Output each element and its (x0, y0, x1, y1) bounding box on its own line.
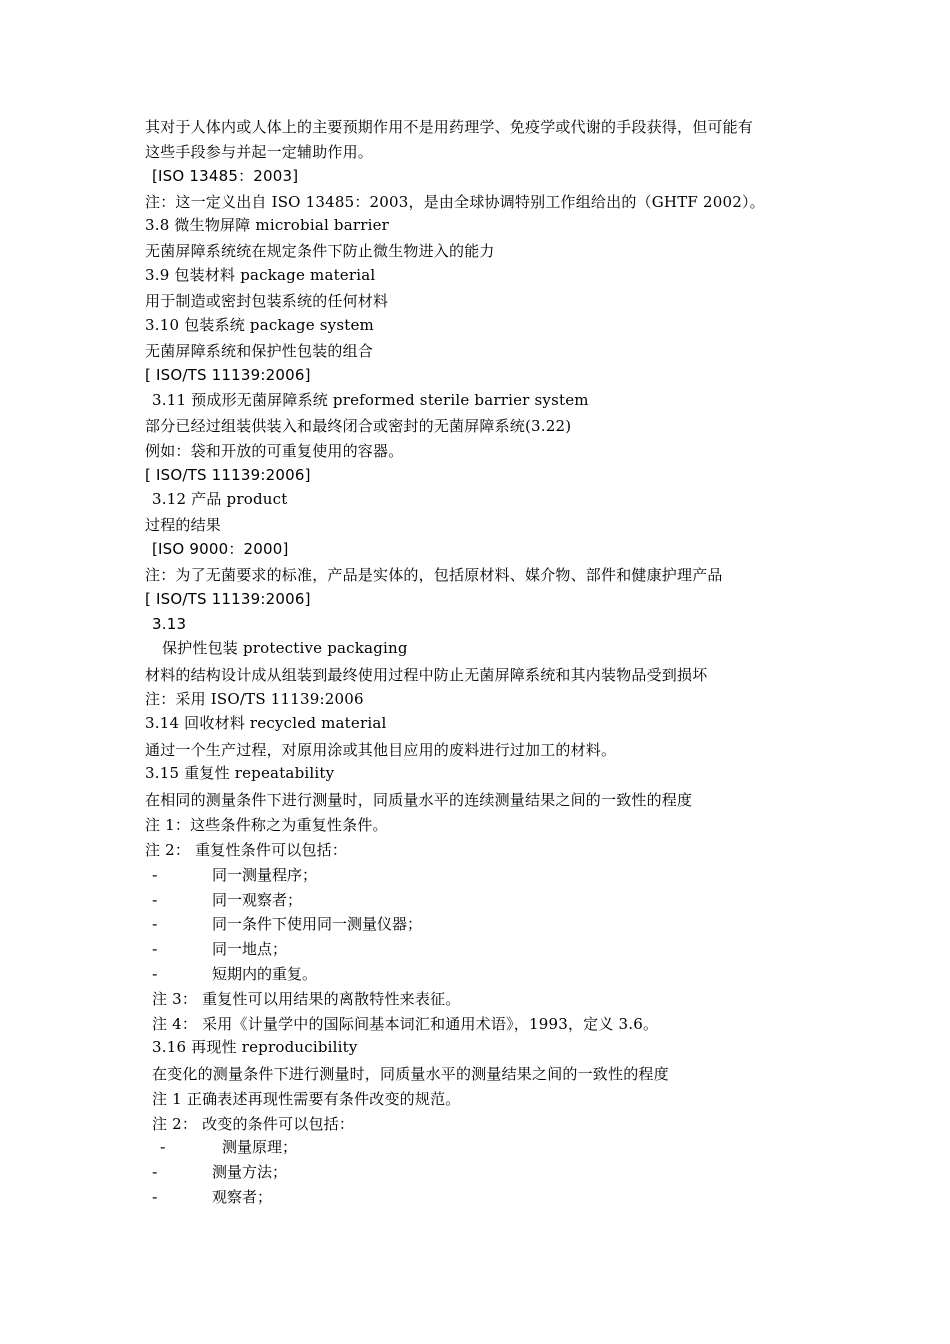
section-heading-3-12: 3.12 产品 product (152, 490, 288, 508)
section-heading-3-10: 3.10 包装系统 package system (145, 316, 374, 334)
definition-line: 无菌屏障系统和保护性包装的组合 (145, 342, 374, 360)
reference-line: [ ISO/TS 11139:2006] (145, 366, 311, 384)
list-dash: - (152, 915, 158, 933)
note-line: 注：采用 ISO/TS 11139:2006 (145, 690, 364, 708)
list-dash: - (160, 1138, 166, 1156)
list-dash: - (152, 866, 158, 884)
list-dash: - (152, 940, 158, 958)
list-item: 同一测量程序； (212, 866, 318, 884)
note-line: 注 1 正确表述再现性需要有条件改变的规范。 (152, 1090, 461, 1108)
note-line: 注 2： 重复性条件可以包括： (145, 841, 348, 859)
note-line: 注 4： 采用《计量学中的国际间基本词汇和通用术语》，1993，定义 3.6。 (152, 1015, 659, 1033)
list-item: 同一地点； (212, 940, 288, 958)
list-dash: - (152, 1163, 158, 1181)
note-line: 注 3： 重复性可以用结果的离散特性来表征。 (152, 990, 461, 1008)
list-item: 观察者； (212, 1188, 273, 1206)
list-dash: - (152, 1188, 158, 1206)
definition-line: 部分已经过组装供装入和最终闭合或密封的无菌屏障系统(3.22) (145, 417, 572, 435)
list-item: 测量原理； (222, 1138, 298, 1156)
reference-line: [ISO 13485：2003] (152, 167, 299, 185)
note-line: 注 2： 改变的条件可以包括： (152, 1115, 355, 1133)
text-line: 这些手段参与并起一定辅助作用。 (145, 143, 374, 161)
section-heading-3-11: 3.11 预成形无菌屏障系统 preformed sterile barrier system (152, 391, 589, 409)
section-heading-3-8: 3.8 微生物屏障 microbial barrier (145, 216, 390, 234)
definition-line: 在变化的测量条件下进行测量时，同质量水平的测量结果之间的一致性的程度 (152, 1065, 669, 1083)
definition-line: 材料的结构设计成从组装到最终使用过程中防止无菌屏障系统和其内装物品受到损坏 (145, 666, 708, 684)
list-item: 同一条件下使用同一测量仪器； (212, 915, 423, 933)
list-dash: - (152, 965, 158, 983)
section-number-3-13: 3.13 (152, 615, 187, 633)
text-line: 其对于人体内或人体上的主要预期作用不是用药理学、免疫学或代谢的手段获得，但可能有 (145, 118, 754, 136)
list-item: 同一观察者； (212, 891, 303, 909)
example-line: 例如：袋和开放的可重复使用的容器。 (145, 442, 404, 460)
definition-line: 无菌屏障系统统在规定条件下防止微生物进入的能力 (145, 242, 495, 260)
note-line: 注：为了无菌要求的标准，产品是实体的，包括原材料、媒介物、部件和健康护理产品 (145, 566, 723, 584)
reference-line: [ ISO/TS 11139:2006] (145, 590, 311, 608)
section-heading-3-15: 3.15 重复性 repeatability (145, 764, 335, 782)
section-heading-3-9: 3.9 包装材料 package material (145, 266, 376, 284)
reference-line: [ ISO/TS 11139:2006] (145, 466, 311, 484)
definition-line: 在相同的测量条件下进行测量时，同质量水平的连续测量结果之间的一致性的程度 (145, 791, 693, 809)
section-heading-3-16: 3.16 再现性 reproducibility (152, 1038, 358, 1056)
section-heading-3-13: 保护性包装 protective packaging (162, 639, 408, 657)
definition-line: 通过一个生产过程，对原用涂或其他目应用的废料进行过加工的材料。 (145, 741, 617, 759)
list-item: 短期内的重复。 (212, 965, 318, 983)
definition-line: 过程的结果 (145, 516, 222, 534)
note-line: 注 1：这些条件称之为重复性条件。 (145, 816, 388, 834)
list-item: 测量方法； (212, 1163, 288, 1181)
section-heading-3-14: 3.14 回收材料 recycled material (145, 714, 387, 732)
list-dash: - (152, 891, 158, 909)
reference-line: [ISO 9000：2000] (152, 540, 289, 558)
definition-line: 用于制造或密封包装系统的任何材料 (145, 292, 389, 310)
note-line: 注：这一定义出自 ISO 13485：2003，是由全球协调特别工作组给出的（GHTF 2002）。 (145, 193, 765, 211)
